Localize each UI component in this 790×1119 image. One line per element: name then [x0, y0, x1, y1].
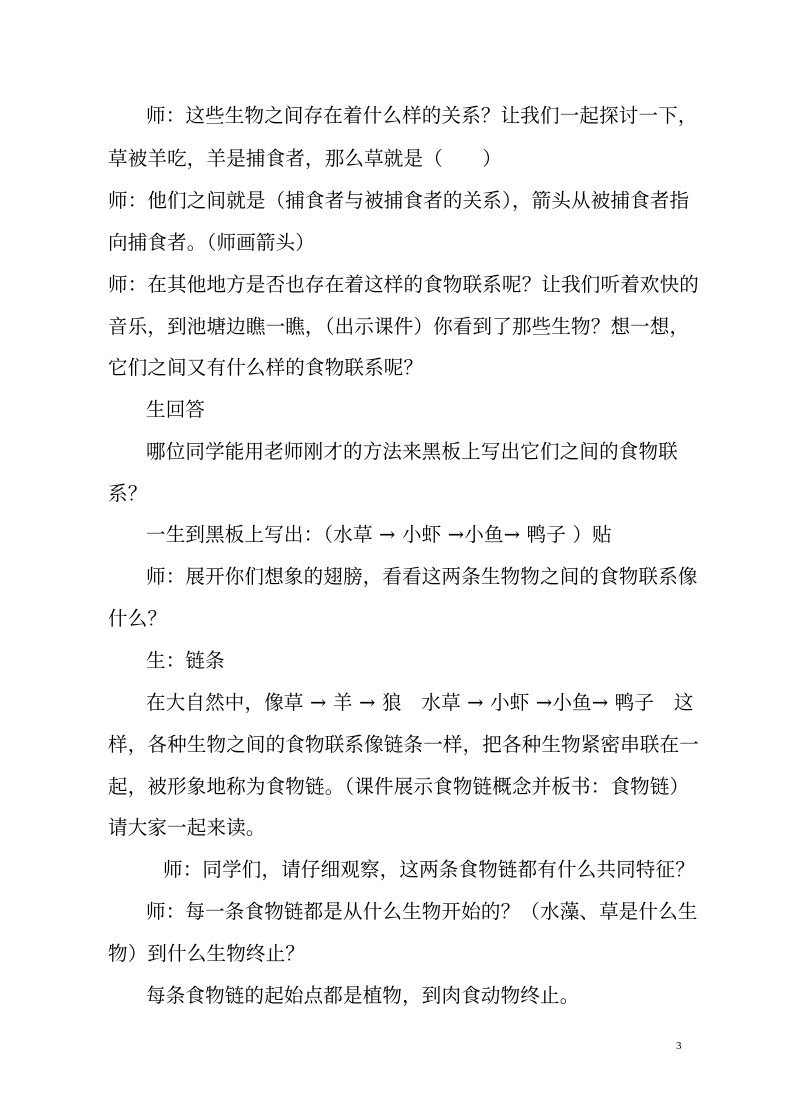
paragraph-line: 师：展开你们想象的翅膀，看看这两条生物物之间的食物联系像	[146, 565, 698, 588]
paragraph-line: 物）到什么生物终止？	[108, 942, 306, 965]
paragraph-line: 师：他们之间就是（捕食者与被捕食者的关系），箭头从被捕食者指	[108, 189, 690, 212]
paragraph-line: 向捕食者。（师画箭头）	[108, 231, 315, 254]
paragraph-line: 师：这些生物之间存在着什么样的关系？让我们一起探讨一下，	[146, 104, 698, 127]
paragraph-line: 它们之间又有什么样的食物联系呢？	[108, 356, 424, 379]
paragraph-line: 生：链条	[146, 649, 225, 672]
paragraph-line: 生回答	[146, 398, 206, 421]
paragraph-line: 在大自然中，像草 → 羊 → 狼 水草 → 小虾 →小鱼→ 鸭子 这	[146, 691, 694, 714]
paragraph-line: 系？	[108, 482, 148, 505]
paragraph-line: 师：每一条食物链都是从什么生物开始的？（水藻、草是什么生	[146, 900, 698, 923]
paragraph-line: 一生到黑板上写出：（水草 → 小虾 →小鱼→ 鸭子 ）贴	[146, 523, 612, 546]
paragraph-line: 请大家一起来读。	[108, 816, 266, 839]
paragraph-line: 哪位同学能用老师刚才的方法来黑板上写出它们之间的食物联	[146, 440, 678, 463]
paragraph-line: 起，被形象地称为食物链。（课件展示食物链概念并板书：食物链）	[108, 775, 690, 798]
paragraph-line: 音乐，到池塘边瞧一瞧，（出示课件）你看到了那些生物？想一想，	[108, 315, 690, 338]
page-number: 3	[676, 1040, 682, 1052]
paragraph-line: 什么？	[108, 607, 168, 630]
paragraph-line: 师：在其他地方是否也存在着这样的食物联系呢？让我们听着欢快的	[108, 273, 700, 296]
paragraph-line: 每条食物链的起始点都是植物，到肉食动物终止。	[146, 984, 580, 1007]
paragraph-line: 师：同学们，请仔细观察，这两条食物链都有什么共同特征？	[163, 858, 695, 881]
paragraph-line: 草被羊吃，羊是捕食者，那么草就是（ ）	[108, 147, 503, 170]
paragraph-line: 样，各种生物之间的食物联系像链条一样，把各种生物紧密串联在一	[108, 733, 700, 756]
